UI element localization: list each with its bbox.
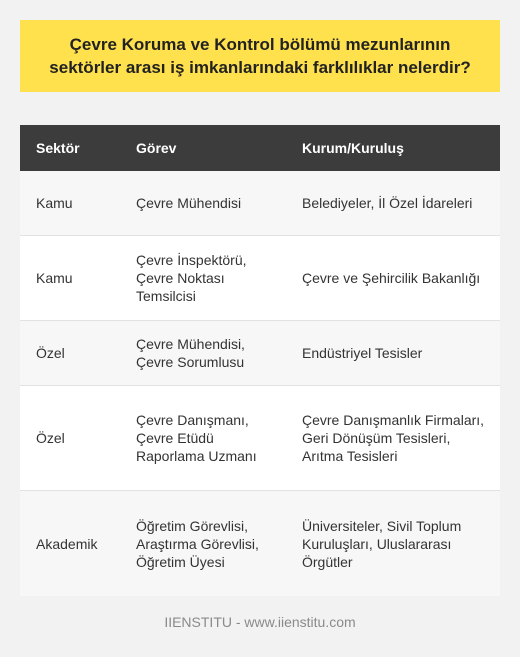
cell-sektor: Özel (36, 345, 65, 361)
table-header-row (20, 125, 500, 171)
title-banner (20, 20, 500, 92)
cell-kurum: Üniversiteler, Sivil Toplum Kuruluşları, Uluslararası Örgütler (302, 517, 462, 570)
header-kurum: Kurum/Kuruluş (302, 140, 404, 156)
cell-kurum: Belediyeler, İl Özel İdareleri (302, 195, 473, 211)
cell-sektor: Kamu (36, 270, 73, 286)
table-row (20, 386, 500, 491)
cell-gorev: Çevre Mühendisi, Çevre Sorumlusu (136, 336, 245, 370)
footer-credit: IIENSTITU - www.iienstitu.com (164, 614, 356, 630)
cell-kurum: Çevre ve Şehircilik Bakanlığı (302, 270, 481, 286)
cell-sektor: Akademik (36, 535, 98, 552)
cell-kurum: Çevre Danışmanlık Firmaları, Geri Dönüşüm Tesisleri, Arıtma Tesisleri (302, 412, 485, 464)
header-sektor: Sektör (36, 140, 80, 156)
table-row (20, 171, 500, 236)
cell-gorev: Öğretim Görevlisi, Araştırma Görevlisi, Öğretim Üyesi (136, 517, 259, 570)
header-gorev: Görev (136, 140, 177, 156)
cell-gorev: Çevre Mühendisi (136, 195, 242, 211)
cell-kurum: Endüstriyel Tesisler (302, 345, 423, 361)
cell-gorev: Çevre Danışmanı, Çevre Etüdü Raporlama Uzmanı (136, 412, 257, 464)
cell-sektor: Özel (36, 430, 65, 446)
data-table (20, 125, 500, 596)
cell-gorev: Çevre İnspektörü, Çevre Noktası Temsilcisi (136, 252, 247, 304)
table-row (20, 491, 500, 596)
cell-sektor: Kamu (36, 195, 73, 211)
table-row (20, 321, 500, 386)
table-row (20, 236, 500, 321)
page-title: Çevre Koruma ve Kontrol bölümü mezunlarının sektörler arası iş imkanlarındaki farklılıklar nelerdir? (49, 35, 471, 77)
